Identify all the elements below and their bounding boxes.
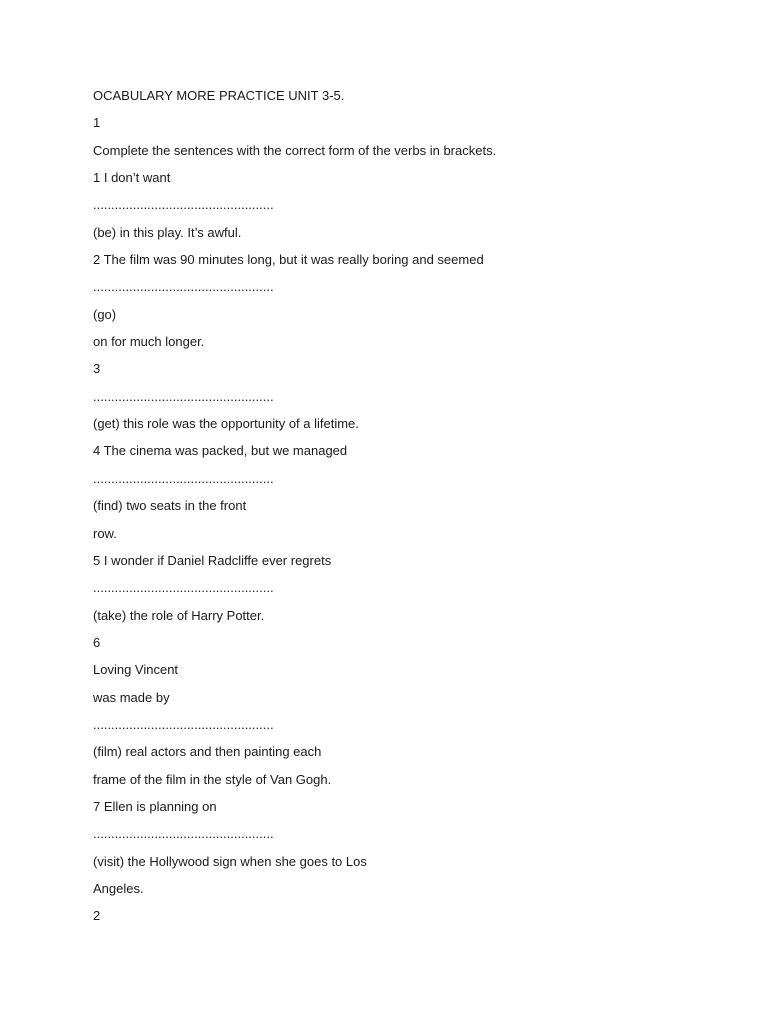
answer-blank: .................................................. [93, 388, 274, 404]
exercise-line: on for much longer. [93, 334, 205, 350]
exercise-line: 2 The film was 90 minutes long, but it was really boring and seemed [93, 252, 484, 268]
exercise-line: Angeles. [93, 880, 144, 896]
answer-blank: .................................................. [93, 716, 274, 732]
exercise-line: 1 I don’t want [93, 170, 171, 186]
answer-blank: .................................................. [93, 470, 274, 486]
exercise-line: (go) [93, 306, 117, 322]
exercise-line: (visit) the Hollywood sign when she goes to Los [93, 853, 367, 869]
exercise-line: (find) two seats in the front [93, 498, 247, 514]
exercise-line: row. [93, 525, 117, 541]
answer-blank: .................................................. [93, 197, 274, 213]
exercise-line: 5 I wonder if Daniel Radcliffe ever regrets [93, 552, 332, 568]
exercise-line: (get) this role was the opportunity of a lifetime. [93, 416, 359, 432]
document-title: OCABULARY MORE PRACTICE UNIT 3-5. [93, 88, 345, 103]
answer-blank: .................................................. [93, 826, 274, 842]
section-number: 2 [93, 908, 101, 924]
instructions: Complete the sentences with the correct form of the verbs in brackets. [93, 142, 497, 158]
exercise-line: 7 Ellen is planning on [93, 798, 217, 814]
exercise-line: 3 [93, 361, 101, 377]
document-text [93, 86, 733, 934]
exercise-line: frame of the film in the style of Van Gogh. [93, 771, 332, 787]
exercise-line: 4 The cinema was packed, but we managed [93, 443, 348, 459]
section-number: 1 [93, 115, 101, 131]
exercise-line: (film) real actors and then painting each [93, 744, 322, 760]
exercise-line: (be) in this play. It’s awful. [93, 224, 242, 240]
exercise-line: Loving Vincent [93, 662, 179, 678]
answer-blank: .................................................. [93, 580, 274, 596]
answer-blank: .................................................. [93, 279, 274, 295]
exercise-line: 6 [93, 634, 101, 650]
exercise-line: (take) the role of Harry Potter. [93, 607, 265, 623]
exercise-line: was made by [93, 689, 170, 705]
